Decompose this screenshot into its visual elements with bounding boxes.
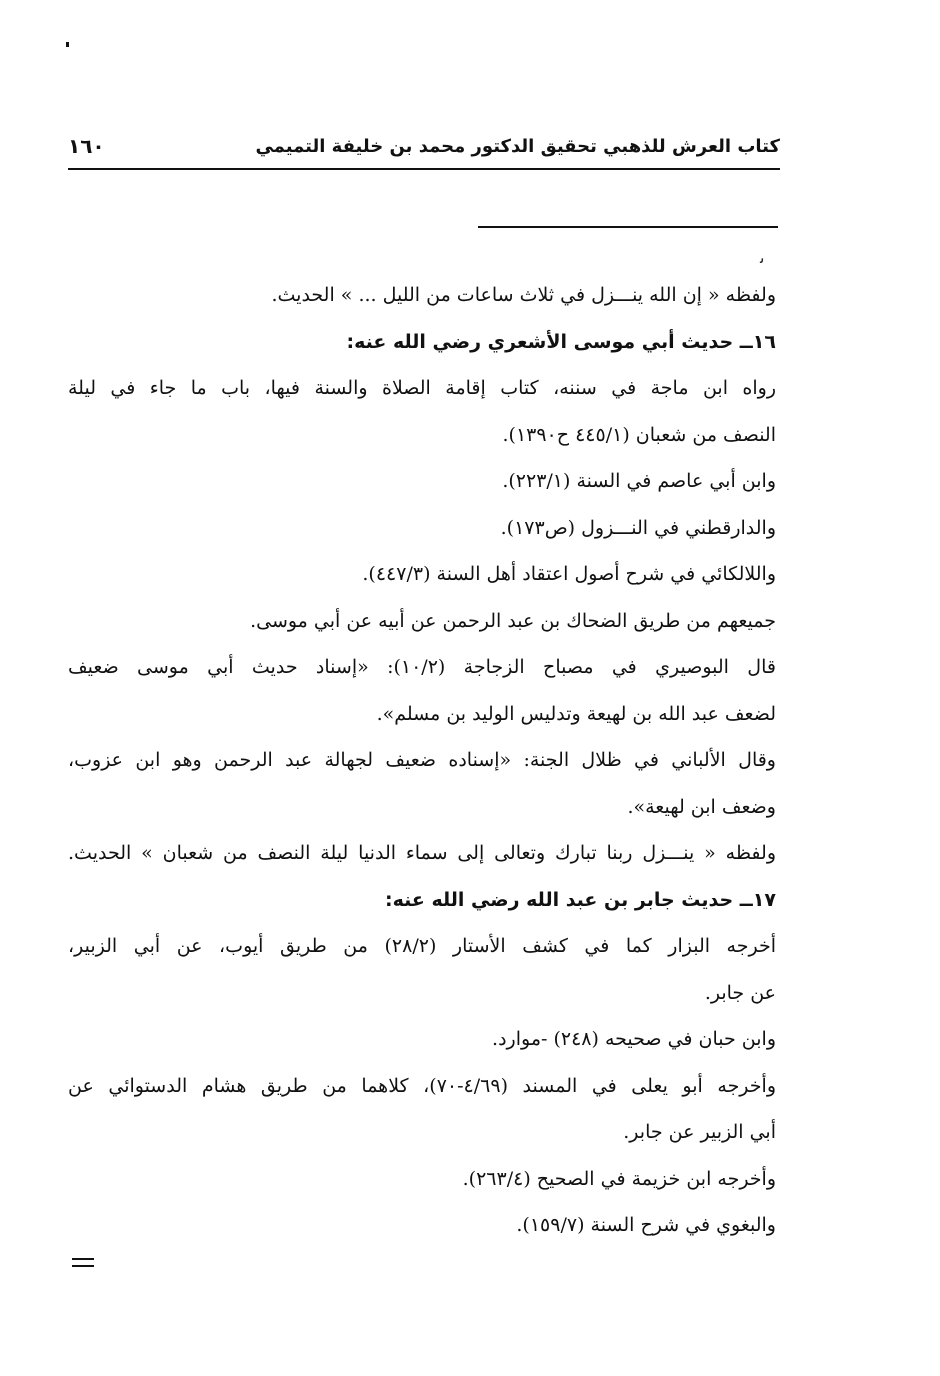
- text-line: أبي الزبير عن جابر.: [623, 1121, 776, 1143]
- page-number: ١٦٠: [68, 134, 105, 158]
- text-line: والبغوي في شرح السنة (١٥٩/٧).: [516, 1214, 776, 1236]
- header-title: كتاب العرش للذهبي تحقيق الدكتور محمد بن خليفة التميمي: [255, 135, 780, 157]
- text-line: لضعف عبد الله بن لهيعة وتدليس الوليد بن مسلم».: [376, 702, 776, 725]
- text-line: وأخرجه أبو يعلى في المسند (٤/٦٩-٧٠)، كلاهما من طريق هشام الدستوائي عن: [68, 1074, 776, 1097]
- text-line: وابن حبان في صحيحه (٢٤٨) -موارد.: [492, 1028, 776, 1050]
- text-line: ١٦ــ حديث أبي موسى الأشعري رضي الله عنه:: [346, 330, 776, 353]
- text-line: وقال الألباني في ظلال الجنة: «إسناده ضعيف لجهالة عبد الرحمن وهو ابن عزوب،: [68, 749, 776, 771]
- text-line: ١٧ــ حديث جابر بن عبد الله رضي الله عنه:: [385, 888, 776, 911]
- footnote-separator: [478, 226, 778, 228]
- footnote-continuation-mark: [72, 1258, 94, 1272]
- text-line: والدارقطني في النـــزول (ص١٧٣).: [500, 516, 776, 539]
- text-line: أخرجه البزار كما في كشف الأستار (٢٨/٢) من طريق أيوب، عن أبي الزبير،: [68, 935, 776, 957]
- text-line: عن جابر.: [704, 981, 776, 1004]
- text-line: ولفظه « إن الله ينـــزل في ثلاث ساعات من الليل ... » الحديث.: [271, 284, 776, 306]
- text-line: وأخرجه ابن خزيمة في الصحيح (٢٦٣/٤).: [462, 1167, 776, 1190]
- footnote-body: [68, 272, 776, 1249]
- text-line: ولفظه « ينـــزل ربنا تبارك وتعالى إلى سماء الدنيا ليلة النصف من شعبان » الحديث.: [68, 842, 776, 864]
- text-line: النصف من شعبان (٤٤٥/١ ح١٣٩٠).: [502, 423, 776, 446]
- page-header: [68, 128, 780, 164]
- scan-speck: [66, 42, 69, 47]
- text-line: رواه ابن ماجة في سننه، كتاب إقامة الصلاة والسنة فيها، باب ما جاء في ليلة: [68, 377, 776, 399]
- footnote-marker: ﯨ: [760, 248, 765, 267]
- header-rule: [68, 168, 780, 170]
- text-line: واللالكائي في شرح أصول اعتقاد أهل السنة (٤٤٧/٣).: [362, 563, 776, 585]
- text-line: قال البوصيري في مصباح الزجاجة (١٠/٢): «إسناد حديث أبي موسى ضعيف: [68, 656, 776, 678]
- text-line: جميعهم من طريق الضحاك بن عبد الرحمن عن أبيه عن أبي موسى.: [250, 609, 776, 632]
- text-line: وابن أبي عاصم في السنة (٢٢٣/١).: [502, 470, 776, 492]
- text-line: وضعف ابن لهيعة».: [627, 795, 776, 818]
